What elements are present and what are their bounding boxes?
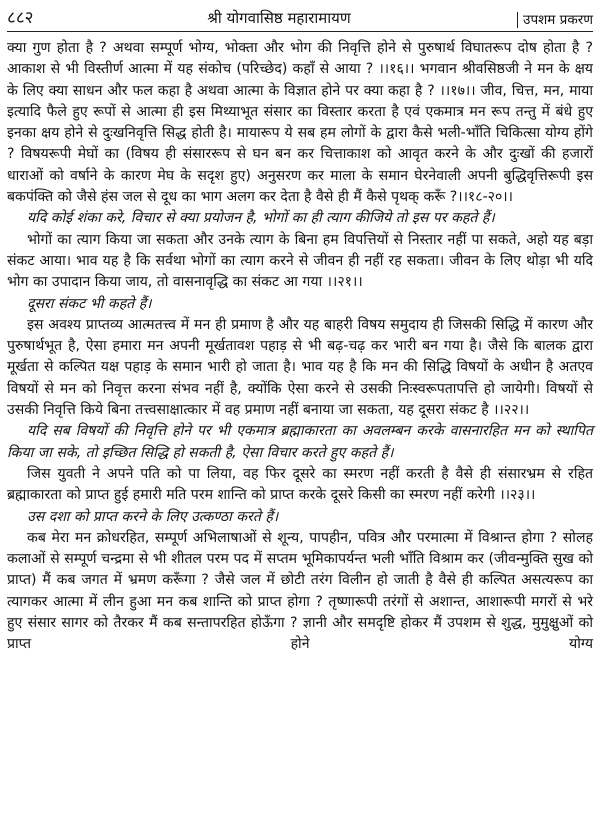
paragraph-verse-22: इस अवश्य प्राप्तव्य आत्मतत्त्व में मन ही प्रमाण है और यह बाहरी विषय समुदाय ही जिसकी सिद्धि में कारण और पुरुषार्थभूत है, ऐसा हमारा मन अपनी मूर्खतावश पहाड़ से भी बढ़-चढ़ कर भारी बन गया है। जैसे कि बालक द्वारा मूर्खता से कल्पित यक्ष पहाड़ के समान भारी हो जाता है। भाव यह है कि मन की सिद्धि विषयों के अधीन है अतएव विषयों से मन को निवृत्त करना संभव नहीं है, क्योंकि ऐसा करने से उसकी निःस्वरूपतापत्ति हो जायेगी। विषयों से उसकी निवृत्ति किये बिना तत्त्वसाक्षात्कार में वह प्रमाण नहीं बनाया जा सकता, यह दूसरा संकट है ।।२२।। [7,316,593,419]
commentary-italic: यदि सब विषयों की निवृत्ति होने पर भी एकमात्र ब्रह्माकारता का अवलम्बन करके वासनारहित मन को स्थापित किया जा सके, तो इच्छित सिद्धि हो सकती है, ऐसा विचार करते हुए कहते हैं। [7,423,593,461]
page-number: ८८२ [7,8,34,28]
page-header [7,6,593,32]
section-title: उपशम प्रकरण [517,12,593,28]
commentary-italic: यदि कोई शंका करे, विचार से क्या प्रयोजन है, भोगों का ही त्याग कीजिये तो इस पर कहते हैं। [27,210,495,227]
paragraph-verse-23: जिस युवती ने अपने पति को पा लिया, वह फिर दूसरे का स्मरण नहीं करती है वैसे ही संसारभ्रम से रहित ब्रह्माकारता को प्राप्त हुई हमारी मति परम शान्ति को प्राप्त करके दूसरे किसी का स्मरण नहीं करेगी ।।२३।। [7,465,593,504]
commentary-italic: दूसरा संकट भी कहते हैं। [27,295,152,312]
book-title: श्री योगवासिष्ठ महारामायण [207,9,351,27]
paragraph-verse-21: भोगों का त्याग किया जा सकता और उनके त्याग के बिना हम विपत्तियों से निस्तार नहीं पा सकते, अहो यह बड़ा संकट आया। भाव यह है कि सर्वथा भोगों का त्याग करने से जीवन ही नहीं रह सकता। जीवन के लिए थोड़ा भी यदि भोग का उपादान किया जाय, तो वासनावृद्धि का संकट आ गया ।।२१।। [7,231,593,291]
page-body [7,38,593,656]
commentary-italic: उस दशा को प्राप्त करने के लिए उत्कण्ठा करते हैं। [27,508,279,525]
section-title-box [481,10,593,28]
paragraph-verse-24: कब मेरा मन क्रोधरहित, सम्पूर्ण अभिलाषाओं से शून्य, पापहीन, पवित्र और परमात्मा में विश्रान्त होगा ? सोलह कलाओं से सम्पूर्ण चन्द्रमा से भी शीतल परम पद में सप्तम भूमिकापर्यन्त भली भाँति विश्राम कर (जीवन्मुक्ति सुख को प्राप्त) मैं कब जगत में भ्रमण करूँगा ? जैसे जल में छोटी तरंग विलीन हो जाती है वैसे ही कल्पित असत्यरूप का त्यागकर आत्मा में लीन हुआ मन कब शान्ति को प्राप्त होगा ? तृष्णारूपी तरंगों से अशान्त, आशारूपी मगरों से भरे हुए संसार सागर को तैरकर मैं कब सन्तापरहित होऊँगा ? ज्ञानी और समदृष्टि होकर मैं उपशम से शुद्ध, मुमुक्षुओं को प्राप्त होने योग्य [7,529,593,653]
paragraph-continuation: क्या गुण होता है ? अथवा सम्पूर्ण भोग्य, भोक्ता और भोग की निवृत्ति होने से पुरुषार्थ विघातरूप दोष होता है ? आकाश से भी विस्तीर्ण आत्मा में यह संकोच (परिच्छेद) कहाँ से आया ? ।।१६।। भगवान श्रीवसिष्ठजी ने मन के क्षय के लिए क्या साधन और फल कहा है अथवा आत्मा के विज्ञात होने पर क्या कहा है ? ।।१७।। जीव, चित्त, मन, माया इत्यादि फैले हुए रूपों से आत्मा ही इस मिथ्याभूत संसार का विस्तार करता है एवं एकमात्र मन रूप तन्तु में बंधे हुए इनका क्षय होने से दुःखनिवृत्ति सिद्ध होती है। मायारूप ये सब हम लोगों के द्वारा कैसे भली-भाँति चिकित्सा योग्य होंगे ? विषयरूपी मेघों का (विषय ही संसाररूप से घन बन कर चित्ताकाश को आवृत करने के और दुःखों की हजारों धाराओं को वर्षाने के कारण मेघ के सदृश हुए) अनुसरण कर माला के समान घेरनेवाली अपनी बुद्धिवृत्तिरूपी इस बकपंक्ति को जैसे हंस जल से दूध का भाग अलग कर देता है वैसे ही मैं कैसे पृथक् करूँ ?।।१८-२०।। [7,40,593,206]
